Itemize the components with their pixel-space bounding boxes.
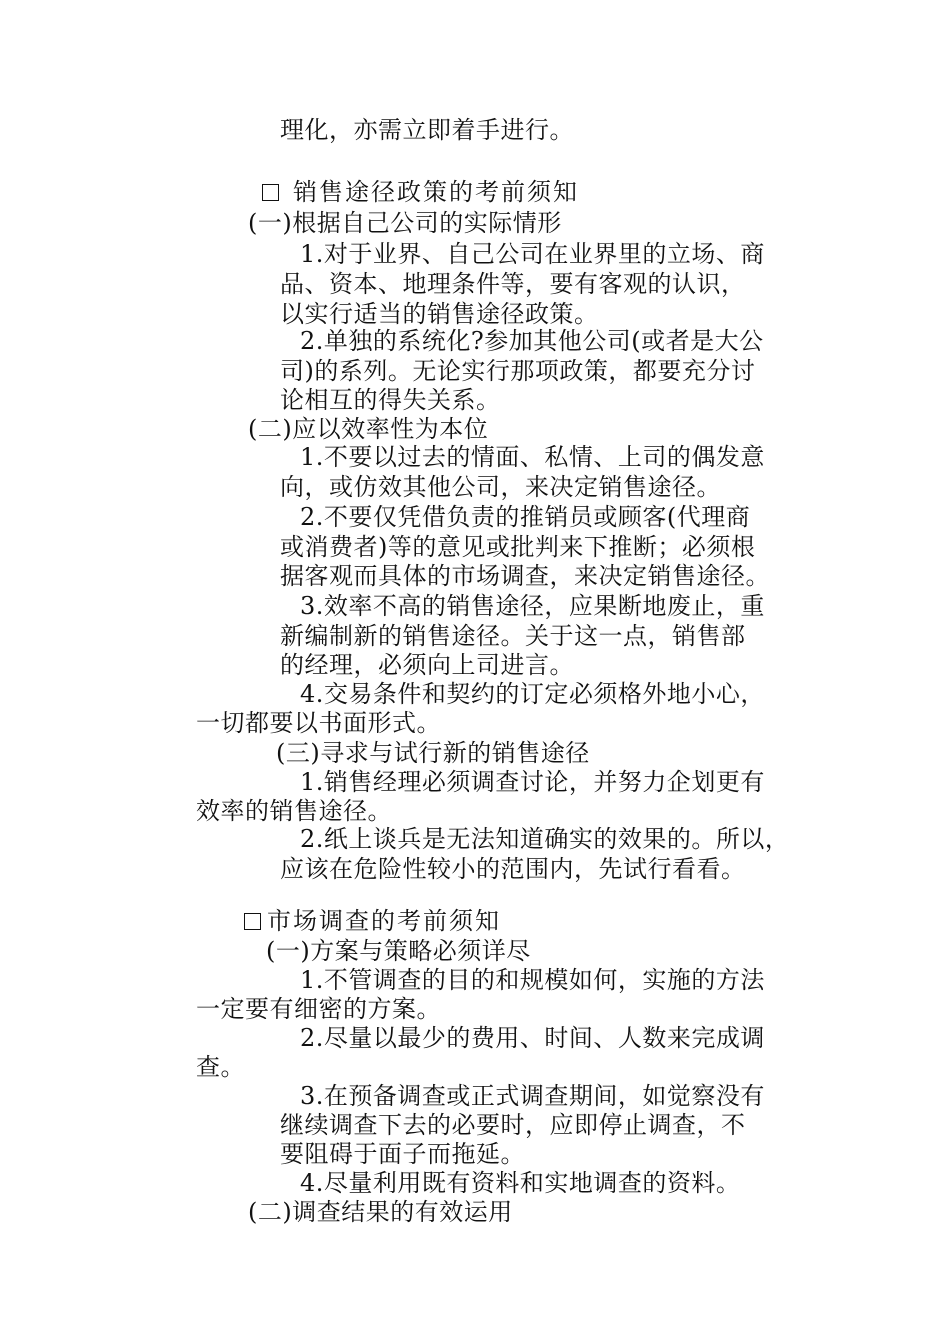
text-line: 2.尽量以最少的费用、时间、人数来完成调 bbox=[300, 1024, 765, 1052]
text-line: 效率的销售途径。 bbox=[196, 797, 392, 825]
section-heading-market-research bbox=[244, 905, 501, 937]
subheading: (一)根据自己公司的实际情形 bbox=[248, 209, 562, 237]
text-line: 理化，亦需立即着手进行。 bbox=[280, 116, 574, 144]
subheading: (二)应以效率性为本位 bbox=[248, 415, 489, 443]
text-line: 2.单独的系统化?参加其他公司(或者是大公 bbox=[300, 327, 764, 355]
text-line: 据客观而具体的市场调查，来决定销售途径。 bbox=[280, 562, 770, 590]
text-line: 品、资本、地理条件等，要有客观的认识， bbox=[280, 270, 746, 298]
text-line: 向，或仿效其他公司，来决定销售途径。 bbox=[280, 473, 721, 501]
subheading: (二)调查结果的有效运用 bbox=[248, 1198, 513, 1226]
text-line: 3.在预备调查或正式调查期间，如觉察没有 bbox=[300, 1082, 765, 1110]
text-line: 应该在危险性较小的范围内，先试行看看。 bbox=[280, 855, 746, 883]
text-line: 要阻碍于面子而拖延。 bbox=[280, 1140, 525, 1168]
text-line: 继续调查下去的必要时，应即停止调查，不 bbox=[280, 1111, 746, 1139]
section-heading-sales-channel bbox=[262, 176, 579, 208]
text-line: 1.销售经理必须调查讨论，并努力企划更有 bbox=[300, 768, 765, 796]
text-line: 一切都要以书面形式。 bbox=[196, 709, 441, 737]
text-line: 的经理，必须向上司进言。 bbox=[280, 651, 574, 679]
text-line: 或消费者)等的意见或批判来下推断；必须根 bbox=[280, 533, 756, 561]
text-line: 1.对于业界、自己公司在业界里的立场、商 bbox=[300, 240, 765, 268]
text-line: 论相互的得失关系。 bbox=[280, 386, 501, 414]
text-line: 2.不要仅凭借负责的推销员或顾客(代理商 bbox=[300, 503, 751, 531]
text-line: 1.不要以过去的情面、私情、上司的偶发意 bbox=[300, 443, 765, 471]
text-line: 1.不管调查的目的和规模如何，实施的方法 bbox=[300, 966, 765, 994]
text-line: 4.尽量利用既有资料和实地调查的资料。 bbox=[300, 1169, 741, 1197]
text-line: 3.效率不高的销售途径，应果断地废止，重 bbox=[300, 592, 765, 620]
subheading: (一)方案与策略必须详尽 bbox=[266, 937, 531, 965]
heading-text: 市场调查的考前须知 bbox=[267, 907, 501, 935]
text-line: 司)的系列。无论实行那项政策，都要充分讨 bbox=[280, 357, 756, 385]
checkbox-square-icon bbox=[244, 913, 261, 930]
heading-text: 销售途径政策的考前须知 bbox=[293, 178, 579, 206]
subheading: (三)寻求与试行新的销售途径 bbox=[276, 739, 590, 767]
text-line: 2.纸上谈兵是无法知道确实的效果的。所以， bbox=[300, 825, 790, 853]
text-line: 一定要有细密的方案。 bbox=[196, 995, 441, 1023]
text-line: 以实行适当的销售途径政策。 bbox=[280, 300, 599, 328]
text-line: 新编制新的销售途径。关于这一点，销售部 bbox=[280, 622, 746, 650]
checkbox-square-icon bbox=[262, 184, 279, 201]
text-line: 查。 bbox=[196, 1053, 245, 1081]
text-line: 4.交易条件和契约的订定必须格外地小心， bbox=[300, 680, 765, 708]
